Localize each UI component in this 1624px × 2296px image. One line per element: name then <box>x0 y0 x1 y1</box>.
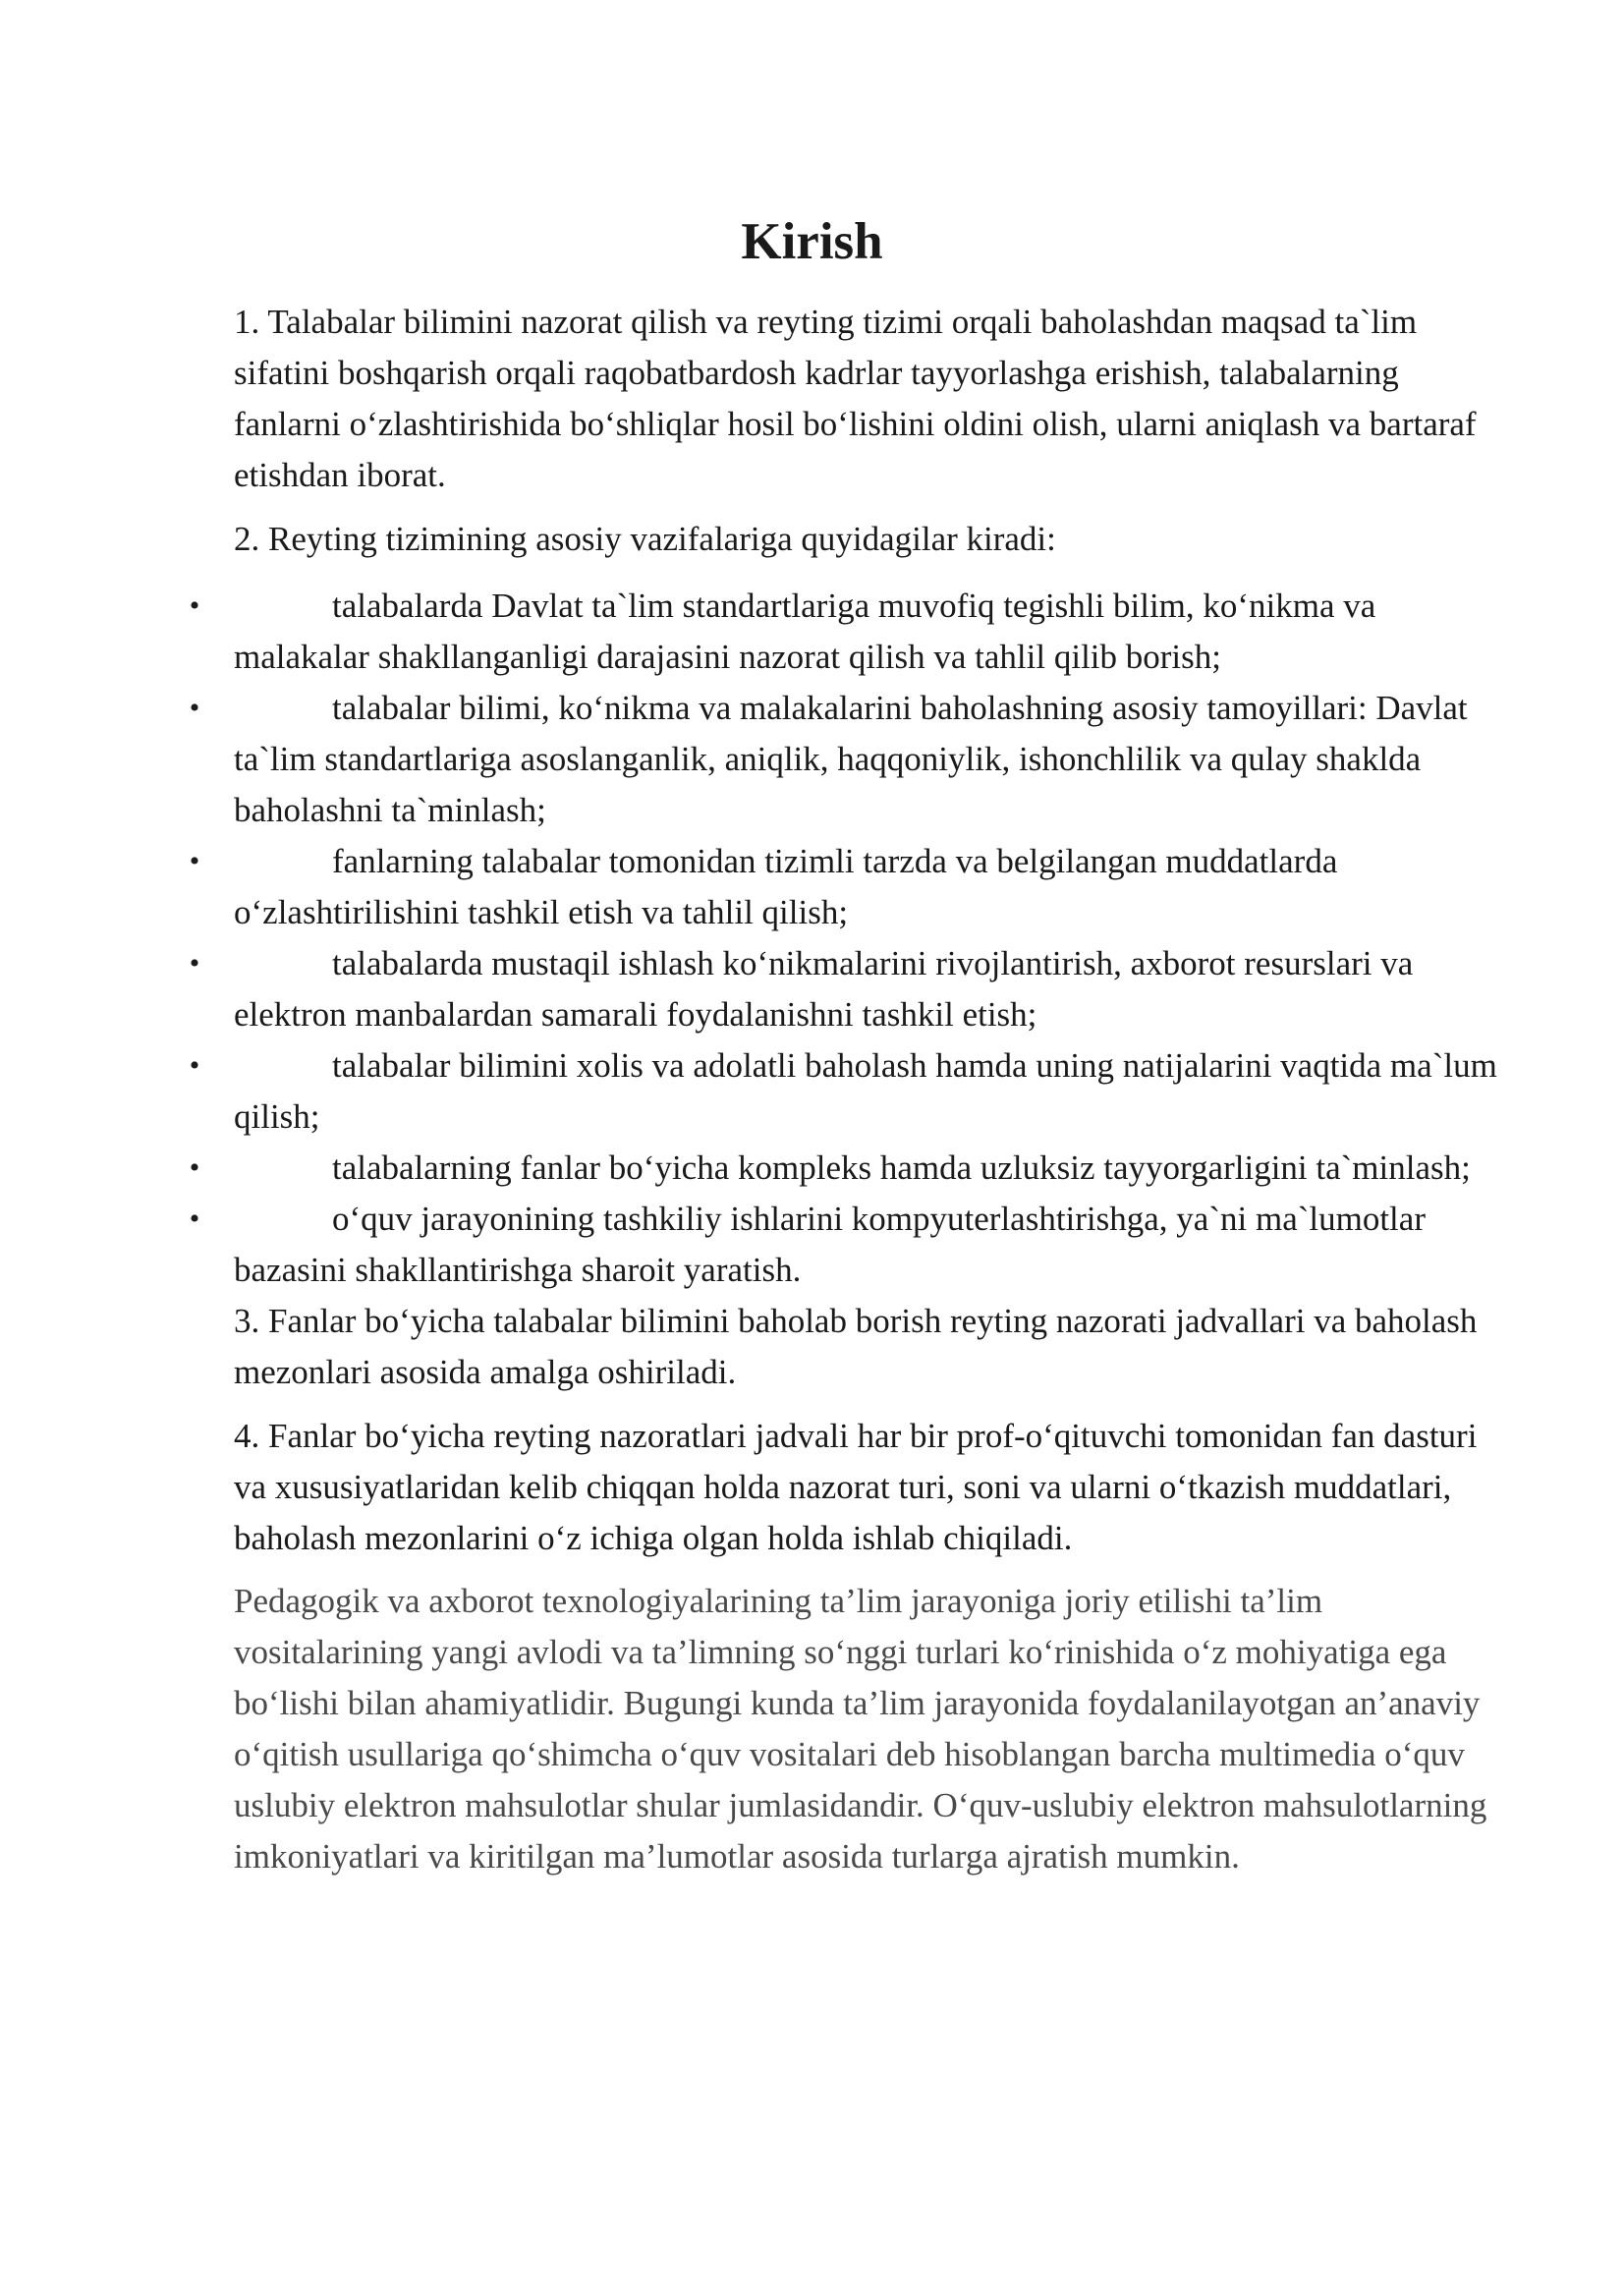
list-item-text: talabalarda Davlat ta`lim standartlariga muvofiq tegishli bilim, ko‘nikma va malakalar shakllanganligi darajasini nazorat qilish va tahlil qilib borish; <box>234 587 1376 676</box>
list-item <box>189 836 1511 938</box>
bullet-icon: • <box>189 589 200 622</box>
bullet-icon: • <box>189 1049 200 1082</box>
paragraph-3: 3. Fanlar bo‘yicha talabalar bilimini baholab borish reyting nazorati jadvallari va baholash mezonlari asosida amalga oshiriladi. <box>234 1302 1478 1391</box>
paragraph-1: 1. Talabalar bilimini nazorat qilish va reyting tizimi orqali baholashdan maqsad ta`lim sifatini boshqarish orqali raqobatbardosh kadrlar tayyorlashga erishish, talabalarning fanlarni o‘zlashtirishida bo‘shliqlar hosil bo‘lishini oldini olish, ularni aniqlash va bartaraf etishdan iborat. <box>234 303 1477 494</box>
task-list <box>189 581 1511 1296</box>
document-body <box>189 297 1511 1882</box>
paragraph-5: Pedagogik va axborot texnologiyalarining ta’lim jarayoniga joriy etilishi ta’lim vositalarining yangi avlodi va ta’limning so‘nggi turlari ko‘rinishida o‘z mohiyatiga ega bo‘lishi bilan ahamiyatlidir. Bugungi kunda ta’lim jarayonida foydalanilayotgan an’anaviy o‘qitish usullariga qo‘shimcha o‘quv vositalari deb hisoblangan barcha multimedia o‘quv uslubiy elektron mahsulotlar shular jumlasidandir. O‘quv-uslubiy elektron mahsulotlarning imkoniyatlari va kiritilgan ma’lumotlar asosida turlarga ajratish mumkin. <box>234 1582 1487 1876</box>
bullet-icon: • <box>189 692 200 724</box>
paragraph-2: 2. Reyting tizimining asosiy vazifalariga quyidagilar kiradi: <box>234 520 1056 558</box>
bullet-icon: • <box>189 1151 200 1184</box>
list-item <box>189 1194 1511 1296</box>
paragraph-4: 4. Fanlar bo‘yicha reyting nazoratlari jadvali har bir prof-o‘qituvchi tomonidan fan dasturi va xususiyatlaridan kelib chiqqan holda nazorat turi, soni va ularni o‘tkazish muddatlari, baholash mezonlarini o‘z ichiga olgan holda ishlab chiqiladi. <box>234 1417 1478 1557</box>
list-item <box>189 1143 1511 1194</box>
list-item-text: talabalar bilimini xolis va adolatli baholash hamda uning natijalarini vaqtida ma`lum qilish; <box>234 1046 1497 1136</box>
list-item <box>189 581 1511 683</box>
list-item-text: talabalar bilimi, ko‘nikma va malakalarini baholashning asosiy tamoyillari: Davlat ta`lim standartlariga asoslanganlik, aniqlik, haqqoniylik, ishonchlilik va qulay shaklda baholashni ta`minlash; <box>234 689 1468 829</box>
list-item <box>189 938 1511 1040</box>
bullet-icon: • <box>189 947 200 980</box>
list-item-text: o‘quv jarayonining tashkiliy ishlarini kompyuterlashtirishga, ya`ni ma`lumotlar bazasini shakllantirishga sharoit yaratish. <box>234 1200 1426 1289</box>
list-item-text: talabalarning fanlar bo‘yicha kompleks hamda uzluksiz tayyorgarligini ta`minlash; <box>332 1148 1471 1187</box>
list-item <box>189 683 1511 836</box>
bullet-icon: • <box>189 845 200 877</box>
bullet-icon: • <box>189 1203 200 1235</box>
list-item-text: fanlarning talabalar tomonidan tizimli tarzda va belgilangan muddatlarda o‘zlashtirilishini tashkil etish va tahlil qilish; <box>234 842 1338 931</box>
list-item-text: talabalarda mustaqil ishlash ko‘nikmalarini rivojlantirish, axborot resurslari va elektron manbalardan samarali foydalanishni tashkil etish; <box>234 944 1414 1034</box>
list-item <box>189 1040 1511 1143</box>
page-title: Kirish <box>741 213 883 270</box>
